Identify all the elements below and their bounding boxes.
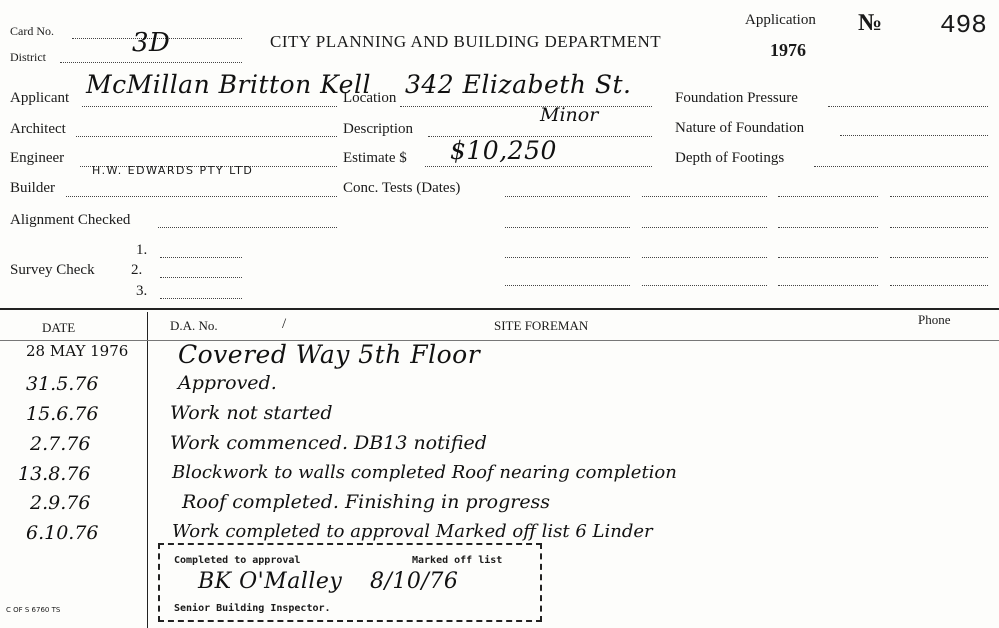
location-value: 342 Elizabeth St. [405, 70, 632, 99]
applicant-field [82, 106, 337, 107]
survey-3-field [160, 298, 242, 299]
stamp-line-1: Completed to approval [174, 555, 301, 566]
year-value: 1976 [770, 40, 806, 60]
log-date: 31.5.76 [26, 373, 99, 395]
department-title: CITY PLANNING AND BUILDING DEPARTMENT [270, 32, 662, 51]
estimate-label: Estimate $ [343, 150, 407, 166]
section-divider [0, 308, 999, 310]
log-date: 28 MAY 1976 [26, 342, 129, 360]
survey-2-field [160, 277, 242, 278]
district-label: District [10, 50, 46, 64]
conc-tests-label: Conc. Tests (Dates) [343, 180, 461, 196]
foundation-pressure-field [828, 106, 988, 107]
log-note: Roof completed. Finishing in progress [182, 491, 551, 513]
stamp-line-1b: Marked off list [412, 555, 503, 566]
survey-1-field [160, 257, 242, 258]
survey-1-label: 1. [136, 242, 148, 258]
conc-field [890, 257, 988, 258]
conc-field [505, 196, 630, 197]
applicant-value: McMillan Britton Kell [86, 70, 371, 99]
conc-field [778, 257, 878, 258]
conc-field [890, 196, 988, 197]
architect-field [76, 136, 337, 137]
log-date: 6.10.76 [26, 522, 99, 544]
conc-field [778, 227, 878, 228]
no-symbol: № [858, 10, 883, 36]
depth-of-footings-field [814, 166, 988, 167]
description-label: Description [343, 121, 413, 137]
alignment-field [158, 227, 337, 228]
survey-check-label: Survey Check [10, 262, 95, 278]
builder-label: Builder [10, 180, 55, 196]
description-value: Minor [540, 104, 599, 126]
log-date: 2.7.76 [30, 433, 91, 455]
conc-field [778, 196, 878, 197]
application-label: Application [745, 12, 816, 28]
engineer-label: Engineer [10, 150, 65, 166]
date-column-line [147, 312, 148, 628]
log-note: Covered Way 5th Floor [178, 340, 481, 369]
card-no-label: Card No. [10, 24, 54, 38]
signature-date: 8/10/76 [370, 569, 459, 594]
log-note: Blockwork to walls completed Roof nearing completion [172, 462, 677, 483]
log-date: 2.9.76 [30, 492, 91, 514]
log-note: Approved. [178, 372, 277, 394]
conc-field [505, 285, 630, 286]
architect-label: Architect [10, 121, 66, 137]
builder-field [66, 196, 337, 197]
header-underline [0, 340, 999, 341]
survey-3-label: 3. [136, 283, 148, 299]
log-note: Work not started [170, 402, 333, 424]
nature-of-foundation-field [840, 135, 988, 136]
application-number: 498 [940, 10, 987, 40]
district-value: 3D [132, 28, 171, 58]
log-note: Work commenced. DB13 notified [170, 432, 487, 454]
stamp-line-3: Senior Building Inspector. [174, 603, 331, 614]
log-date: 13.8.76 [18, 463, 91, 485]
conc-field [890, 227, 988, 228]
date-header: DATE [42, 320, 76, 335]
conc-field [505, 227, 630, 228]
estimate-field [425, 166, 652, 167]
conc-field [778, 285, 878, 286]
alignment-label: Alignment Checked [10, 212, 131, 228]
inspector-stamp [158, 543, 542, 622]
log-date: 15.6.76 [26, 403, 99, 425]
location-label: Location [343, 90, 397, 106]
conc-field [642, 257, 767, 258]
conc-field [642, 285, 767, 286]
foundation-pressure-label: Foundation Pressure [675, 90, 798, 106]
survey-2-label: 2. [131, 262, 143, 278]
conc-field [505, 257, 630, 258]
district-field [60, 62, 242, 63]
estimate-value: $10,250 [450, 136, 557, 165]
depth-of-footings-label: Depth of Footings [675, 150, 785, 166]
form-code: C OF S 6760 TS [6, 606, 61, 614]
da-no-header: D.A. No. [170, 318, 218, 333]
applicant-label: Applicant [10, 90, 70, 106]
phone-header: Phone [918, 312, 951, 327]
conc-field [642, 196, 767, 197]
nature-of-foundation-label: Nature of Foundation [675, 120, 805, 136]
engineer-value: H.W. EDWARDS PTY LTD [92, 164, 254, 177]
location-field [400, 106, 652, 107]
log-note: Work completed to approval Marked off list 6 Linder [172, 521, 653, 542]
inspector-signature: BK O'Malley [198, 569, 343, 594]
conc-field [642, 227, 767, 228]
site-foreman-header: SITE FOREMAN [494, 318, 589, 333]
da-no-value: / [282, 316, 287, 332]
conc-field [890, 285, 988, 286]
